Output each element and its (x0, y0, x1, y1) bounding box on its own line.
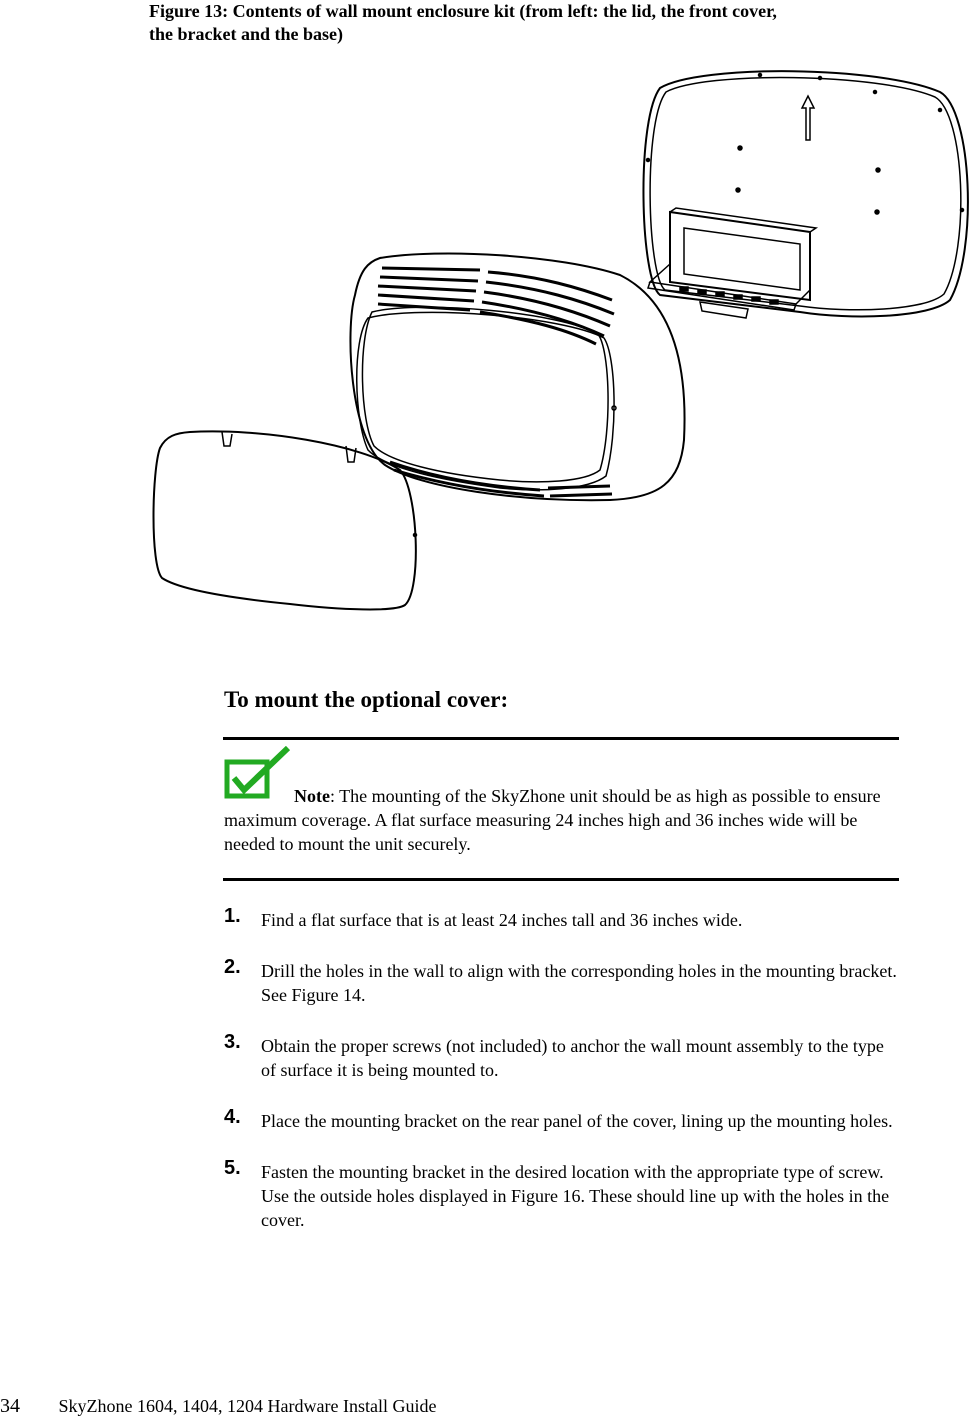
front-cover-drawing (350, 253, 684, 500)
list-item (224, 1031, 900, 1082)
bracket-drawing (648, 208, 816, 318)
list-item (224, 905, 900, 932)
step-text: Obtain the proper screws (not included) to anchor the wall mount assembly to the type of surface it is being mounted to. (261, 1036, 884, 1080)
section-heading: To mount the optional cover: (224, 687, 509, 712)
note-label: Note (294, 786, 330, 806)
list-item (224, 1157, 900, 1232)
note-paragraph (224, 784, 900, 856)
note-top-rule (223, 737, 899, 740)
page-number: 34 (0, 1395, 20, 1417)
figure-caption-line-2: the bracket and the base) (149, 24, 343, 44)
note-bottom-rule (223, 878, 899, 881)
enclosure-kit-illustration (150, 60, 970, 620)
list-item (224, 1106, 900, 1133)
step-number: 3. (224, 1031, 241, 1053)
step-text: Find a flat surface that is at least 24 inches tall and 36 inches wide. (261, 910, 743, 930)
base-drawing (643, 71, 967, 316)
step-text: Drill the holes in the wall to align with the corresponding holes in the mounting bracket. See Figure 14. (261, 961, 897, 1005)
step-text: Fasten the mounting bracket in the desired location with the appropriate type of screw. Use the outside holes displayed in Figure 16. These should line up with the holes in the cover. (261, 1162, 890, 1230)
step-number: 2. (224, 956, 241, 978)
step-text: Place the mounting bracket on the rear panel of the cover, lining up the mounting holes. (261, 1111, 893, 1131)
figure-caption-line-1: Figure 13: Contents of wall mount enclosure kit (from left: the lid, the front cover, (149, 1, 777, 21)
step-number: 4. (224, 1106, 241, 1128)
figure-caption (149, 0, 909, 46)
step-number: 5. (224, 1157, 241, 1179)
lid-drawing (154, 431, 417, 609)
page-footer (0, 1394, 436, 1418)
list-item (224, 956, 900, 1007)
footer-title: SkyZhone 1604, 1404, 1204 Hardware Install Guide (58, 1396, 437, 1416)
note-text: : The mounting of the SkyZhone unit should be as high as possible to ensure maximum coverage. A flat surface measuring 24 inches high and 36 inches wide will be needed to mount the unit securely. (224, 786, 881, 854)
step-number: 1. (224, 905, 241, 927)
steps-list (224, 905, 900, 1259)
